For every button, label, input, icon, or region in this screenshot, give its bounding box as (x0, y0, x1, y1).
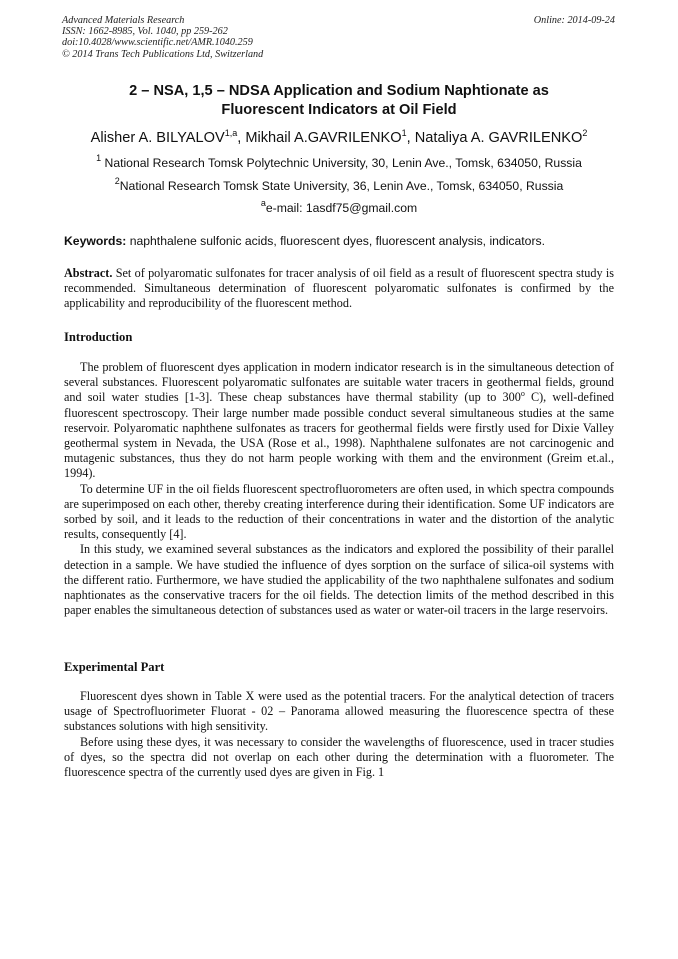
degree-mark: o (520, 389, 525, 399)
experimental-heading: Experimental Part (64, 660, 165, 674)
issn-line: ISSN: 1662-8985, Vol. 1040, pp 259-262 (62, 26, 228, 38)
author-3-affil: 2 (582, 128, 588, 138)
intro-paragraph-1 (64, 360, 614, 482)
email-mark: a (260, 198, 266, 208)
author-2-affil: 1 (401, 128, 407, 138)
paper-title (40, 82, 638, 119)
email-line (20, 200, 658, 216)
affiliation-1 (20, 155, 658, 171)
title-line-1: 2 – NSA, 1,5 – NDSA Application and Sodium Naphtionate as (129, 83, 549, 99)
intro-paragraph-3: In this study, we examined several substances as the indicators and explored the possibility of their parallel detection in a sample. We have studied the influence of dyes sorption on the surface of silica-oil systems with the different ratio. Furthermore, we have studied the applicability of the two naphthalene sulfonates and sodium naphtionates as the conservative tracers for the oil fields. The detection limits of the method described in this paper enables the simultaneous detection of substances used as water or water-oil tracers in the large reservoirs. (64, 542, 614, 618)
doi-line: doi:10.4028/www.scientific.net/AMR.1040.259 (62, 37, 253, 49)
email-text: e-mail: 1asdf75@gmail.com (265, 201, 418, 215)
affiliation-1-text: National Research Tomsk Polytechnic University, 30, Lenin Ave., Tomsk, 634050, Russia (101, 156, 582, 170)
abstract-label: Abstract. (64, 266, 113, 280)
keywords-text: naphthalene sulfonic acids, fluorescent dyes, fluorescent analysis, indicators. (126, 234, 545, 248)
affiliation-2 (20, 178, 658, 194)
journal-name: Advanced Materials Research (62, 15, 185, 26)
intro-p1-part-b: C), well-defined fluorescent spectroscopy. Their large number made possible conduct several simultaneous studies at the same reservoir. Polyaromatic naphthene sulfonates as tracers for geothermal fields were firstly used for Dixie Valley geothermal system in Nevada, the USA (Rose et al., 1998). Naphthalene sulfonates are not carcinogenic and mutagenic substances, thus they do not harm people working with them and the environment (Greim et.al., 1994). (64, 390, 614, 481)
copyright-line: © 2014 Trans Tech Publications Ltd, Switzerland (62, 48, 264, 60)
keywords (64, 233, 624, 249)
keywords-label: Keywords: (64, 234, 127, 248)
journal-header (62, 15, 263, 60)
affiliation-2-mark: 2 (114, 176, 120, 186)
title-line-2: Fluorescent Indicators at Oil Field (221, 101, 457, 118)
introduction-heading: Introduction (64, 330, 133, 344)
exp-paragraph-2: Before using these dyes, it was necessary to consider the wavelengths of fluorescence, used in tracer studies of dyes, so the spectra did not overlap on each other during the determination with a fluorometer. The fluorescence spectra of the currently used dyes are given in Fig. 1 (64, 734, 614, 780)
exp-paragraph-1: Fluorescent dyes shown in Table X were used as the potential tracers. For the analytical detection of tracers usage of Spectrofluorimeter Fluorat - 02 – Panorama allowed measuring the fluorescence spectra of these substances solutions with high sensitivity. (64, 689, 614, 734)
author-2: , Mikhail A.GAVRILENKO (237, 130, 402, 146)
intro-paragraph-2: To determine UF in the oil fields fluorescent spectrofluorometers are often used, in which spectra compounds are superimposed on each other, thereby creating interference during their identification. Some UF indicators are sorbed by soil, and it leads to the reduction of their concentrations in water and the distortion of the analytic results, consequently [4]. (64, 481, 614, 542)
author-3: , Nataliya A. GAVRILENKO (406, 130, 583, 146)
author-list (20, 128, 658, 148)
author-1: Alisher A. BILYALOV (90, 130, 225, 146)
affiliation-1-mark: 1 (96, 153, 102, 163)
affiliation-2-text: National Research Tomsk State University, 36, Lenin Ave., Tomsk, 634050, Russia (119, 179, 564, 193)
experimental-body (64, 689, 614, 780)
online-date: Online: 2014-09-24 (533, 15, 615, 26)
abstract-text: Set of polyaromatic sulfonates for tracer analysis of oil field as a result of fluorescent spectra study is recommended. Simultaneous determination of fluorescent polyaromatic sulfonates is confirmed by the applicability and reproducibility of the fluorescent method. (64, 266, 614, 311)
abstract (64, 266, 614, 312)
abstract-paragraph (64, 266, 614, 312)
author-1-affil: 1,a (224, 128, 238, 138)
introduction-body (64, 360, 614, 618)
intro-p1-part-a: The problem of fluorescent dyes application in modern indicator research is in the simultaneous detection of several substances. Fluorescent polyaromatic sulfonates are suitable water tracers in geothermal fields, ground and soil water studies [1-3]. These cheap substances have thermal stability (up to 300 (64, 360, 614, 405)
